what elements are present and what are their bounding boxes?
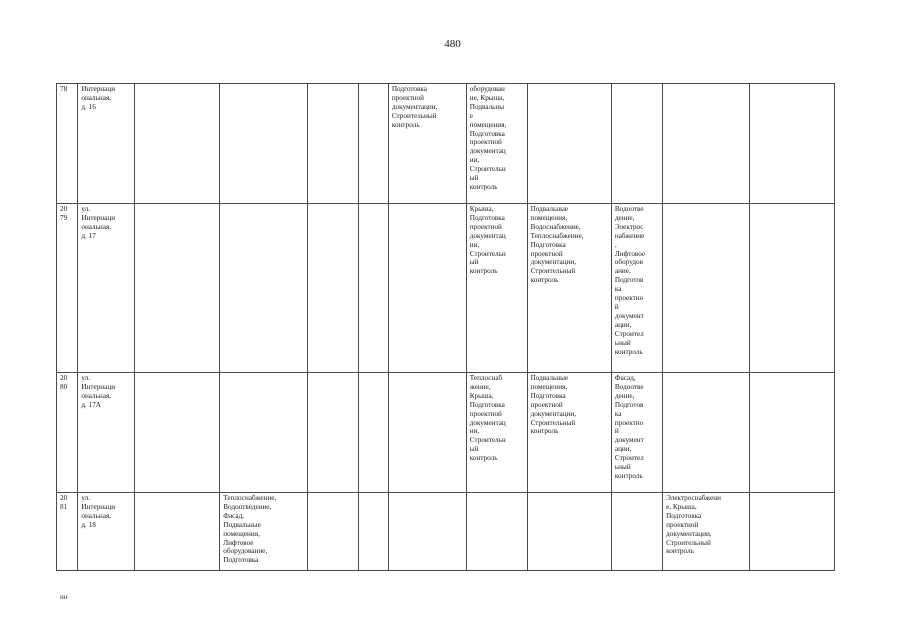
table-cell-col-7 xyxy=(388,204,466,373)
table-cell-col-10: Фасад, Водоотве дение, Подготов ка проектно й документ ации, Строител ьный контроль xyxy=(611,373,662,493)
table-cell-row-number: 20 80 xyxy=(57,373,78,493)
table-cell-col-8: оборудован ие, Крыша, Подвальны е помещения, Подготовка проектной документац ии, Строительн ый контроль xyxy=(466,84,527,204)
table-cell-col-10: Водоотве дение, Электрос набжение , Лифтовое оборудов ание, Подготов ка проектно й документ ации, Строител ьный контроль xyxy=(611,204,662,373)
table-cell-col-3 xyxy=(134,493,219,571)
table-cell-address: ул. Интернаци ональная, д. 18 xyxy=(78,493,135,571)
table-cell-col-12 xyxy=(749,493,834,571)
table-cell-row-number: 78 xyxy=(57,84,78,204)
table-cell-col-12 xyxy=(749,204,834,373)
table-cell-col-8: Крыша, Подготовка проектной документац ии, Строительн ый контроль xyxy=(466,204,527,373)
table-cell-address: ул. Интернаци ональная, д. 17 xyxy=(78,204,135,373)
table-row xyxy=(57,373,835,493)
table-cell-col-9: Подвальные помещения, Подготовка проектной документации, Строительный контроль xyxy=(527,373,611,493)
table-cell-col-3 xyxy=(134,84,219,204)
table-cell-col-5 xyxy=(307,84,358,204)
table-cell-col-7: Подготовка проектной документации, Строительный контроль xyxy=(388,84,466,204)
table-cell-col-12 xyxy=(749,84,834,204)
table-cell-address: Интернаци ональная, д. 16 xyxy=(78,84,135,204)
table-cell-col-9 xyxy=(527,84,611,204)
table-cell-col-11 xyxy=(663,373,749,493)
table-cell-col-11 xyxy=(663,84,749,204)
table-cell-col-11 xyxy=(663,204,749,373)
table-row xyxy=(57,493,835,571)
table-cell-col-6 xyxy=(358,84,388,204)
table-cell-row-number: 20 79 xyxy=(57,204,78,373)
table-cell-col-6 xyxy=(358,373,388,493)
table-cell-col-4 xyxy=(220,84,308,204)
table-cell-col-4: Теплоснабжение, Водоотведение, Фасад, Подвальные помещения, Лифтовое оборудование, Подготовка xyxy=(220,493,308,571)
table-cell-col-7 xyxy=(388,493,466,571)
footer-mark: нн xyxy=(60,593,68,601)
table-row xyxy=(57,84,835,204)
repair-schedule-table xyxy=(56,83,835,571)
table-cell-row-number: 20 81 xyxy=(57,493,78,571)
table-cell-col-12 xyxy=(749,373,834,493)
table-cell-col-10 xyxy=(611,493,662,571)
table-cell-col-8 xyxy=(466,493,527,571)
table-cell-col-7 xyxy=(388,373,466,493)
table-cell-col-10 xyxy=(611,84,662,204)
table-cell-col-8: Теплоснаб жение, Крыша, Подготовка проектной документац ии, Строительн ый контроль xyxy=(466,373,527,493)
page-number: 480 xyxy=(444,38,461,50)
table-row xyxy=(57,204,835,373)
table-cell-col-9 xyxy=(527,493,611,571)
table-cell-col-4 xyxy=(220,204,308,373)
table-cell-col-5 xyxy=(307,493,358,571)
table-cell-col-5 xyxy=(307,204,358,373)
table-cell-col-6 xyxy=(358,493,388,571)
table-cell-col-9: Подвальные помещения, Водоснабжение, Теплоснабжение, Подготовка проектной документации, Строительный контроль xyxy=(527,204,611,373)
table-cell-col-3 xyxy=(134,373,219,493)
table-cell-address: ул. Интернаци ональная, д. 17А xyxy=(78,373,135,493)
table-cell-col-6 xyxy=(358,204,388,373)
table-cell-col-3 xyxy=(134,204,219,373)
table-cell-col-11: Электроснабжени е, Крыша, Подготовка проектной документации, Строительный контроль xyxy=(663,493,749,571)
table-cell-col-4 xyxy=(220,373,308,493)
table-cell-col-5 xyxy=(307,373,358,493)
